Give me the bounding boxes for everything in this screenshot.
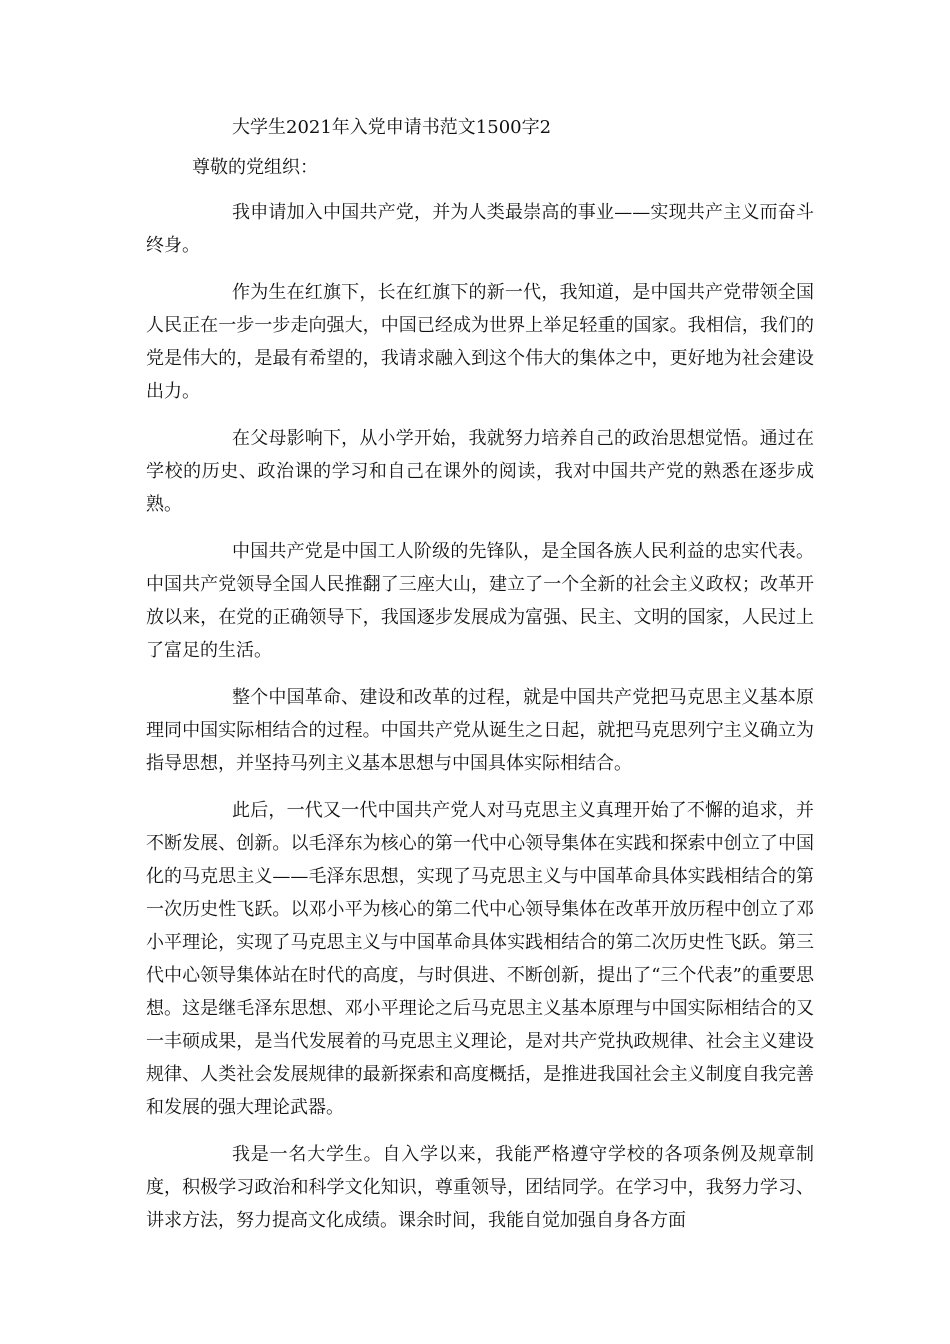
paragraph-2: 作为生在红旗下，长在红旗下的新一代，我知道，是中国共产党带领全国人民正在一步一步走向强大，中国已经成为世界上举足轻重的国家。我相信，我们的党是伟大的，是最有希望的，我请求融入到这个伟大的集体之中，更好地为社会建设出力。 bbox=[146, 282, 814, 402]
paragraph-1: 我申请加入中国共产党，并为人类最崇高的事业——实现共产主义而奋斗终身。 bbox=[146, 202, 814, 256]
document-body bbox=[146, 196, 814, 1251]
paragraph-5: 整个中国革命、建设和改革的过程，就是中国共产党把马克思主义基本原理同中国实际相结合的过程。中国共产党从诞生之日起，就把马克思列宁主义确立为指导思想，并坚持马列主义基本思想与中国具体实际相结合。 bbox=[146, 687, 814, 774]
paragraph-6: 此后，一代又一代中国共产党人对马克思主义真理开始了不懈的追求，并不断发展、创新。以毛泽东为核心的第一代中心领导集体在实践和探索中创立了中国化的马克思主义——毛泽东思想，实现了马克思主义与中国革命具体实践相结合的第一次历史性飞跃。以邓小平为核心的第二代中心领导集体在改革开放历程中创立了邓小平理论，实现了马克思主义与中国革命具体实践相结合的第二次历史性飞跃。第三代中心领导集体站在时代的高度，与时俱进、不断创新，提出了“三个代表”的重要思想。这是继毛泽东思想、邓小平理论之后马克思主义基本原理与中国实际相结合的又一丰硕成果，是当代发展着的马克思主义理论，是对共产党执政规律、社会主义建设规律、人类社会发展规律的最新探索和高度概括，是推进我国社会主义制度自我完善和发展的强大理论武器。 bbox=[146, 800, 814, 1118]
salutation: 尊敬的党组织： bbox=[192, 157, 318, 178]
document-title: 大学生2021年入党申请书范文1500字2 bbox=[232, 117, 552, 138]
paragraph-4: 中国共产党是中国工人阶级的先锋队，是全国各族人民利益的忠实代表。中国共产党领导全国人民推翻了三座大山，建立了一个全新的社会主义政权；改革开放以来，在党的正确领导下，我国逐步发展成为富强、民主、文明的国家，人民过上了富足的生活。 bbox=[146, 541, 814, 661]
paragraph-3: 在父母影响下，从小学开始，我就努力培养自己的政治思想觉悟。通过在学校的历史、政治课的学习和自己在课外的阅读，我对中国共产党的熟悉在逐步成熟。 bbox=[146, 428, 814, 515]
paragraph-7: 我是一名大学生。自入学以来，我能严格遵守学校的各项条例及规章制度，积极学习政治和科学文化知识，尊重领导，团结同学。在学习中，我努力学习、讲求方法，努力提高文化成绩。课余时间，我能自觉加强自身各方面 bbox=[146, 1144, 814, 1231]
